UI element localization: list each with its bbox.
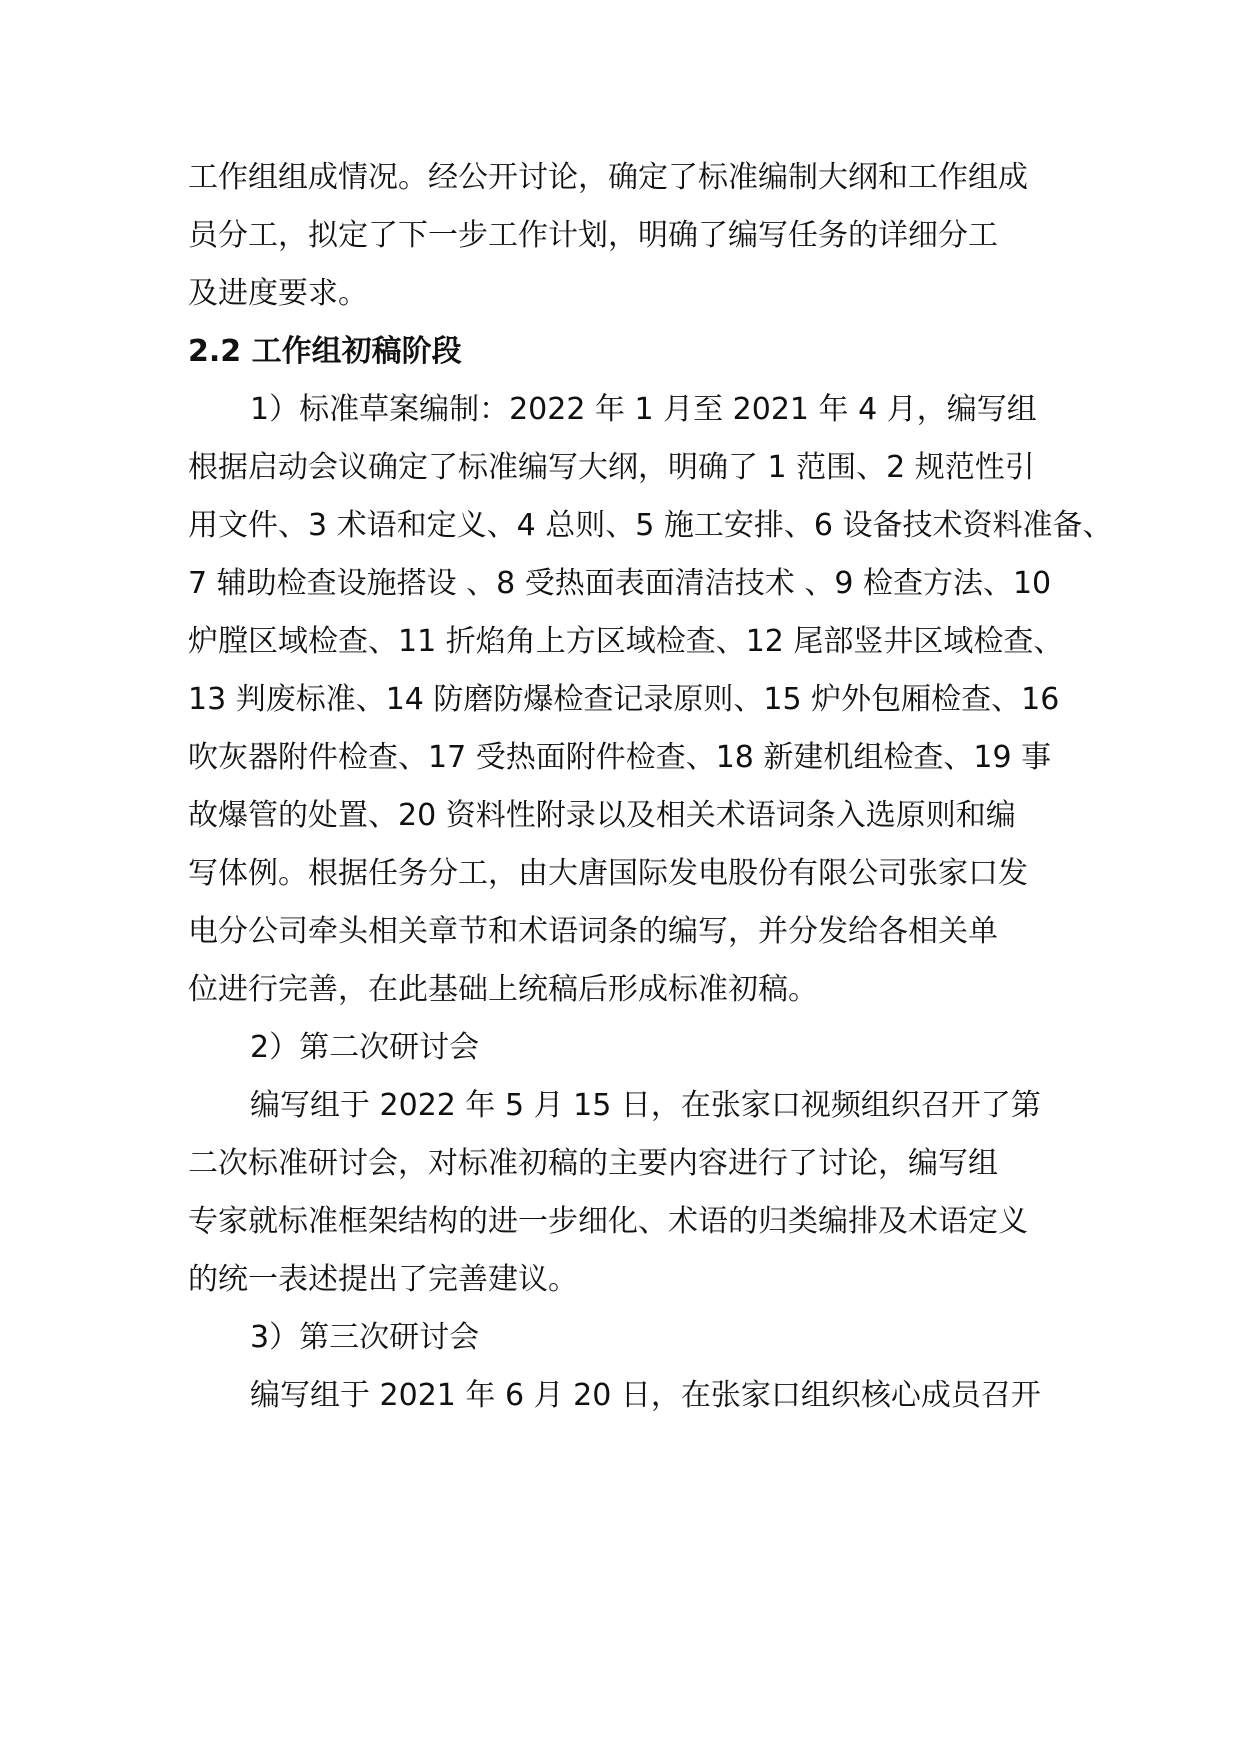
paragraph-line: 1）标准草案编制：2022 年 1 月至 2021 年 4 月，编写组 bbox=[250, 392, 1037, 427]
paragraph-line: 员分工，拟定了下一步工作计划，明确了编写任务的详细分工 bbox=[188, 218, 998, 253]
paragraph-line: 电分公司牵头相关章节和术语词条的编写，并分发给各相关单 bbox=[188, 914, 998, 949]
paragraph-line: 编写组于 2021 年 6 月 20 日，在张家口组织核心成员召开 bbox=[250, 1378, 1041, 1413]
paragraph-line: 二次标准研讨会，对标准初稿的主要内容进行了讨论，编写组 bbox=[188, 1146, 998, 1181]
paragraph-line: 故爆管的处置、20 资料性附录以及相关术语词条入选原则和编 bbox=[188, 798, 1016, 833]
paragraph-line: 工作组组成情况。经公开讨论，确定了标准编制大纲和工作组成 bbox=[188, 160, 1028, 195]
paragraph-line: 编写组于 2022 年 5 月 15 日，在张家口视频组织召开了第 bbox=[250, 1088, 1041, 1123]
paragraph-line: 吹灰器附件检查、17 受热面附件检查、18 新建机组检查、19 事 bbox=[188, 740, 1052, 775]
subsection-title: 2）第二次研讨会 bbox=[250, 1030, 480, 1065]
section-heading: 2.2 工作组初稿阶段 bbox=[188, 334, 462, 369]
paragraph-line: 的统一表述提出了完善建议。 bbox=[188, 1262, 578, 1297]
paragraph-line: 根据启动会议确定了标准编写大纲，明确了 1 范围、2 规范性引 bbox=[188, 450, 1035, 485]
paragraph-line: 专家就标准框架结构的进一步细化、术语的归类编排及术语定义 bbox=[188, 1204, 1028, 1239]
paragraph-line: 写体例。根据任务分工，由大唐国际发电股份有限公司张家口发 bbox=[188, 856, 1028, 891]
paragraph-line: 位进行完善，在此基础上统稿后形成标准初稿。 bbox=[188, 972, 818, 1007]
subsection-title: 3）第三次研讨会 bbox=[250, 1320, 480, 1355]
paragraph-line: 及进度要求。 bbox=[188, 276, 368, 311]
paragraph-line: 7 辅助检查设施搭设 、8 受热面表面清洁技术 、9 检查方法、10 bbox=[188, 566, 1052, 601]
paragraph-line: 炉膛区域检查、11 折焰角上方区域检查、12 尾部竖井区域检查、 bbox=[188, 624, 1064, 659]
paragraph-line: 13 判废标准、14 防磨防爆检查记录原则、15 炉外包厢检查、16 bbox=[188, 682, 1060, 717]
paragraph-line: 用文件、3 术语和定义、4 总则、5 施工安排、6 设备技术资料准备、 bbox=[188, 508, 1113, 543]
